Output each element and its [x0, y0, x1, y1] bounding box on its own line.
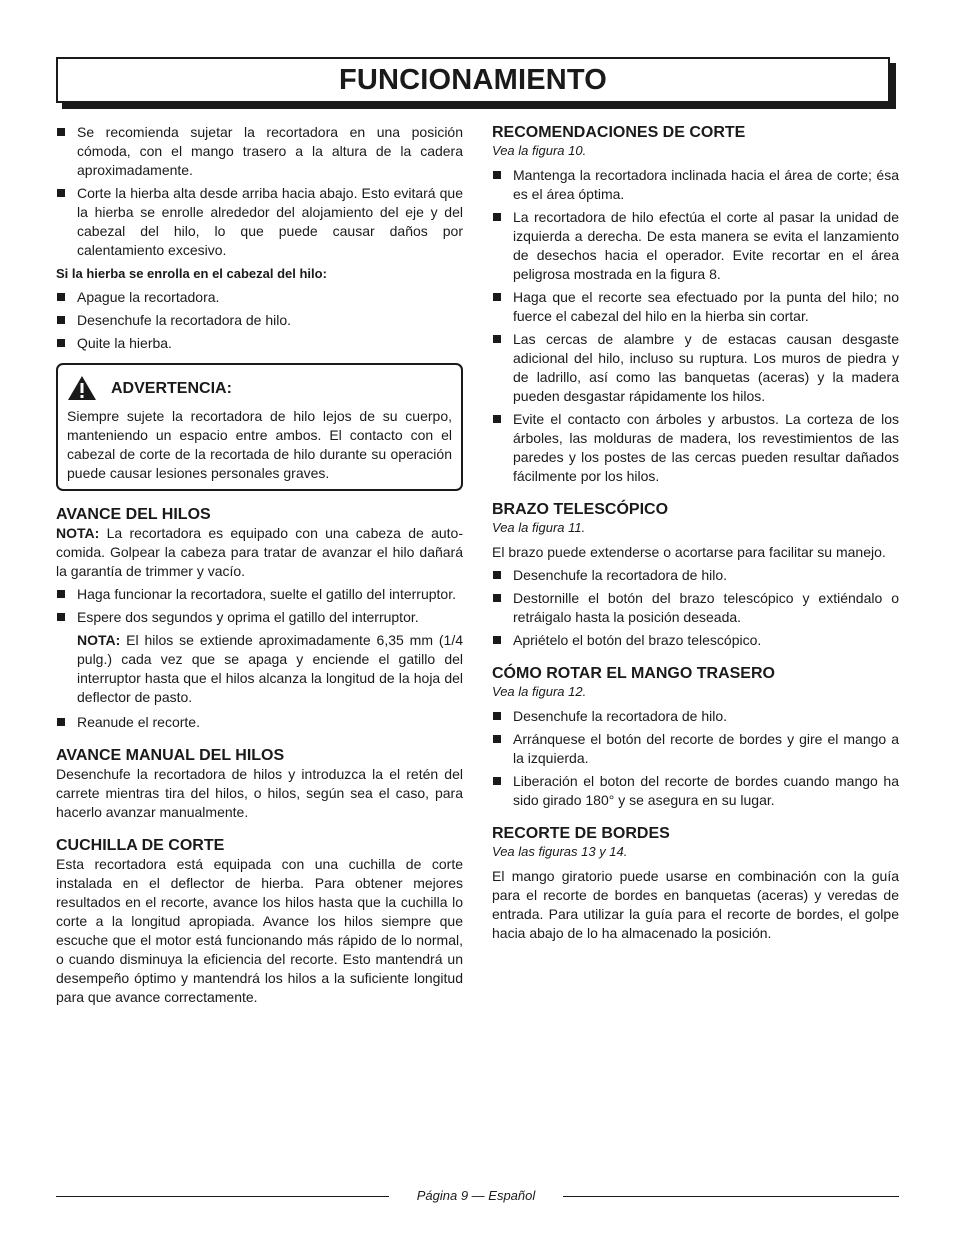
recomendaciones-list: [492, 166, 899, 486]
section-heading-avance: AVANCE DEL HILOS: [56, 506, 211, 523]
bullet-icon: [57, 128, 65, 136]
brazo-text: El brazo puede extenderse o acortarse para facilitar su manejo.: [492, 544, 886, 560]
figure-reference: Vea la figura 10.: [492, 143, 587, 158]
list-item: Desenchufe la recortadora de hilo.: [492, 707, 899, 726]
bullet-icon: [57, 613, 65, 621]
list-item: Liberación el boton del recorte de bordes cuando mango ha sido girado 180° y se asegura en su lugar.: [492, 772, 899, 810]
cuchilla-text: Esta recortadora está equipada con una cuchilla de corte instalada en el deflector de hierba. Para obtener mejores resultados en el recorte, avance los hilos hasta que la cuchilla lo corte a la longitud apropiada. Avance los hilos siempre que escuche que el motor está funcionando más rápido de lo normal, o cuando disminuya la eficiencia del recorte. Esto mantendrá un desempeño óptimo y mantendrá los hilos a la suficiente longitud para que avance correctamente.: [56, 856, 463, 1005]
bullet-icon: [493, 594, 501, 602]
section-heading-mango: CÓMO ROTAR EL MANGO TRASERO: [492, 665, 775, 682]
list-item: Haga que el recorte sea efectuado por la punta del hilo; no fuerce el cabezal del hilo en la hierba sin cortar.: [492, 288, 899, 326]
bullet-icon: [493, 777, 501, 785]
section-heading-manual: AVANCE MANUAL DEL HILOS: [56, 747, 285, 764]
footer-rule-right: [563, 1196, 899, 1197]
avance-nested-note: NOTA: El hilos se extiende aproximadamente 6,35 mm (1/4 pulg.) cada vez que se apaga y enciende el gatillo del interruptor hasta que el hilos alcanza la longitud de la hoja del deflector de pasto.: [77, 632, 463, 705]
bullet-icon: [493, 636, 501, 644]
list-item: Desenchufe la recortadora de hilo.: [56, 311, 463, 330]
list-item: Evite el contacto con árboles y arbustos. La corteza de los árboles, las molduras de madera, los revestimientos de las paredes y los postes de las cercas pueden resultar dañados fácilmente por los hilos.: [492, 410, 899, 486]
bullet-icon: [493, 571, 501, 579]
list-item: Reanude el recorte.: [56, 713, 463, 732]
list-item: Corte la hierba alta desde arriba hacia abajo. Esto evitará que la hierba se enrolle alrededor del alojamiento del eje y del cabezal del hilo, lo que puede causar daños por calentamiento excesivo.: [56, 184, 463, 260]
bordes-text: El mango giratorio puede usarse en combinación con la guía para el recorte de bordes en banquetas (aceras) y veredas de entrada. Para utilizar la guía para el recorte de bordes, el golpe hacia abajo de lo ha almacenado la posición.: [492, 868, 899, 941]
figure-reference: Vea la figura 12.: [492, 684, 587, 699]
list-item: Destornille el botón del brazo telescópico y extiéndalo o retráigalo hasta la posición deseada.: [492, 589, 899, 627]
wrap-heading: Si la hierba se enrolla en el cabezal del hilo:: [56, 266, 327, 281]
bullet-icon: [493, 171, 501, 179]
list-item: Mantenga la recortadora inclinada hacia el área de corte; ésa es el área óptima.: [492, 166, 899, 204]
section-heading-brazo: BRAZO TELESCÓPICO: [492, 501, 669, 518]
brazo-list: [492, 566, 899, 650]
list-item: Apague la recortadora.: [56, 288, 463, 307]
list-item: Quite la hierba.: [56, 334, 463, 353]
avance-list: [56, 585, 463, 627]
list-item: Se recomienda sujetar la recortadora en una posición cómoda, con el mango trasero a la altura de la cadera aproximadamente.: [56, 123, 463, 180]
section-heading-cuchilla: CUCHILLA DE CORTE: [56, 837, 225, 854]
page-title-box: [56, 57, 890, 103]
bullet-icon: [57, 590, 65, 598]
warning-triangle-icon: [67, 375, 97, 401]
avance-last-list: [56, 713, 463, 732]
section-heading-recomendaciones: RECOMENDACIONES DE CORTE: [492, 124, 746, 141]
bullet-icon: [493, 735, 501, 743]
avance-note: NOTA: La recortadora es equipado con una cabeza de auto-comida. Golpear la cabeza para tratar de avanzar el hilo dañará la garantía de trimmer y vacío.: [56, 525, 463, 579]
section-heading-bordes: RECORTE DE BORDES: [492, 825, 670, 842]
bullet-icon: [57, 339, 65, 347]
bullet-icon: [493, 712, 501, 720]
left-column: [56, 123, 463, 1007]
page-footer: [56, 1186, 899, 1206]
bullet-icon: [57, 316, 65, 324]
list-item: Espere dos segundos y oprima el gatillo del interruptor.: [56, 608, 463, 627]
warning-header: [67, 375, 452, 401]
list-item: Haga funcionar la recortadora, suelte el gatillo del interruptor.: [56, 585, 463, 604]
bullet-icon: [57, 293, 65, 301]
list-item: Arránquese el botón del recorte de bordes y gire el mango a la izquierda.: [492, 730, 899, 768]
list-item: Desenchufe la recortadora de hilo.: [492, 566, 899, 585]
bullet-icon: [493, 335, 501, 343]
footer-text: Página 9 — Español: [416, 1188, 536, 1203]
bullet-icon: [493, 213, 501, 221]
warning-label: ADVERTENCIA:: [111, 379, 232, 397]
bullet-icon: [493, 415, 501, 423]
footer-rule-left: [56, 1196, 389, 1197]
warning-box: [56, 363, 463, 491]
mango-list: [492, 707, 899, 810]
list-item: Las cercas de alambre y de estacas causan desgaste adicional del hilo, incluso su ruptura. Los muros de piedra y de ladrillo, así como las banquetas (aceras) y la madera pueden desgastar rápidamente los hilos.: [492, 330, 899, 406]
bullet-icon: [493, 293, 501, 301]
page-title: FUNCIONAMIENTO: [338, 64, 608, 96]
manual-text: Desenchufe la recortadora de hilos y introduzca la el retén del carrete mientras tira del hilos, o hilos, según sea el caso, para hacerlo avanzar manualmente.: [56, 766, 463, 820]
list-item: La recortadora de hilo efectúa el corte al pasar la unidad de izquierda a derecha. De esta manera se evita el lanzamiento de desechos hacia el operador. Evite recortar en el área peligrosa mostrada en la figura 8.: [492, 208, 899, 284]
bullet-icon: [57, 189, 65, 197]
warning-text: Siempre sujete la recortadora de hilo lejos de su cuerpo, manteniendo un espacio entre ambos. El contacto con el cabezal de corte de la recortada de hilo durante su operación puede causar lesiones personales graves.: [67, 408, 452, 481]
figure-reference: Vea las figuras 13 y 14.: [492, 844, 628, 859]
intro-list: [56, 123, 463, 260]
bullet-icon: [57, 718, 65, 726]
right-column: [492, 123, 899, 943]
list-item: Apriételo el botón del brazo telescópico.: [492, 631, 899, 650]
wrap-list: [56, 288, 463, 353]
figure-reference: Vea la figura 11.: [492, 520, 586, 535]
